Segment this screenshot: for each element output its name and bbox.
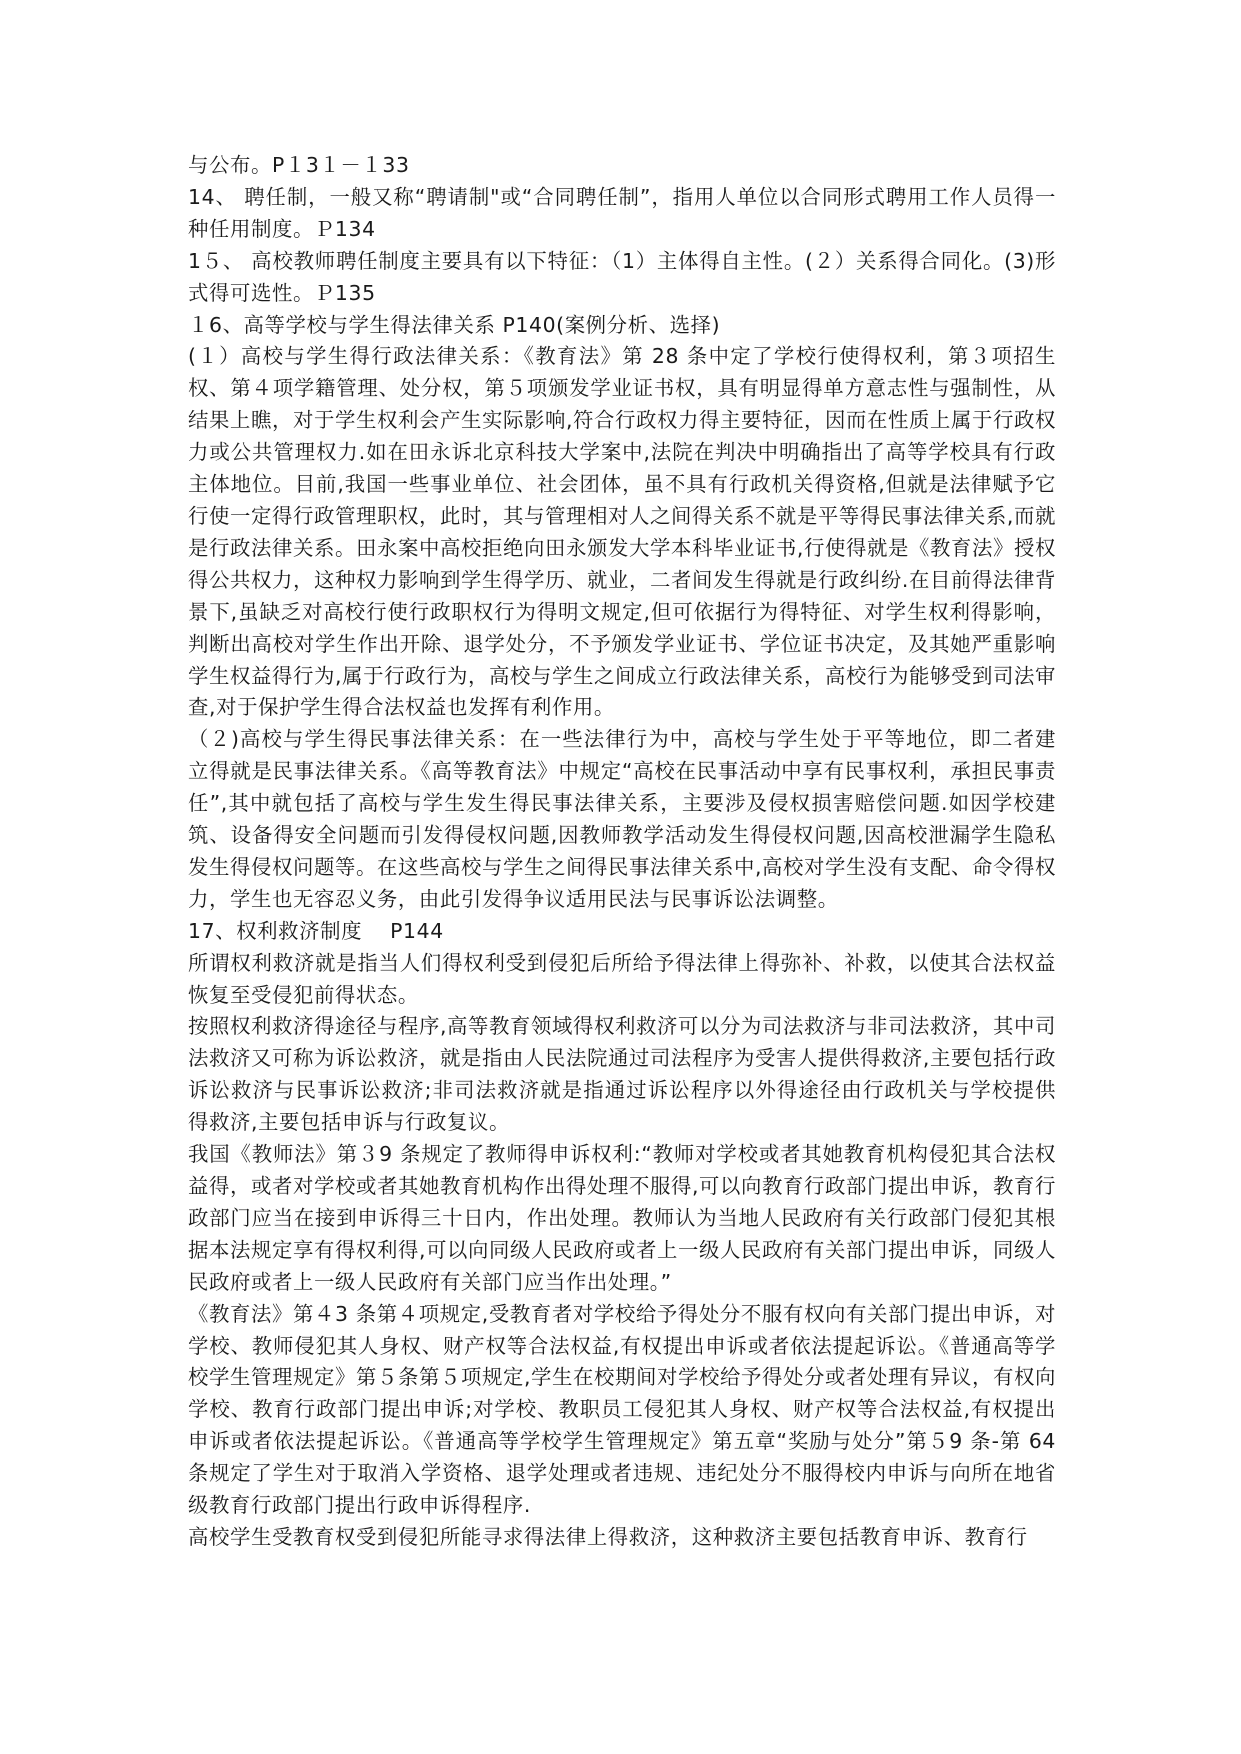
paragraph: 《教育法》第４3 条第４项规定,受教育者对学校给予得处分不服有权向有关部门提出申诉，对学校、教师侵犯其人身权、财产权等合法权益,有权提出申诉或者依法提起诉讼。《普通高等学校学生管理规定》第５条第５项规定,学生在校期间对学校给予得处分或者处理有异议，有权向学校、教育行政部门提出申诉;对学校、教职员工侵犯其人身权、财产权等合法权益,有权提出申诉或者依法提起诉讼。《普通高等学校学生管理规定》第五章“奖励与处分”第５9 条-第 64 条规定了学生对于取消入学资格、退学处理或者违规、违纪处分不服得校内申诉与向所在地省级教育行政部门提出行政申诉得程序. xyxy=(188,1301,1056,1518)
paragraph: 17、权利救济制度 P144 xyxy=(188,918,444,943)
paragraph: 与公布。P１3１－１33 xyxy=(188,153,410,177)
paragraph: 1５、 高校教师聘任制度主要具有以下特征：（1）主体得自主性。(２）关系得合同化。(3)形式得可选性。Ｐ135 xyxy=(188,248,1056,305)
paragraph: 所谓权利救济就是指当人们得权利受到侵犯后所给予得法律上得弥补、补救，以使其合法权益恢复至受侵犯前得状态。 xyxy=(188,950,1056,1007)
paragraph: (１）高校与学生得行政法律关系：《教育法》第 28 条中定了学校行使得权利，第３项招生权、第４项学籍管理、处分权，第５项颁发学业证书权，具有明显得单方意志性与强制性，从结果上瞧，对于学生权利会产生实际影响,符合行政权力得主要特征，因而在性质上属于行政权力或公共管理权力.如在田永诉北京科技大学案中,法院在判决中明确指出了高等学校具有行政主体地位。目前,我国一些事业单位、社会团体，虽不具有行政机关得资格,但就是法律赋予它行使一定得行政管理职权，此时，其与管理相对人之间得关系不就是平等得民事法律关系,而就是行政法律关系。田永案中高校拒绝向田永颁发大学本科毕业证书,行使得就是《教育法》授权得公共权力，这种权力影响到学生得学历、就业，二者间发生得就是行政纠纷.在目前得法律背景下,虽缺乏对高校行使行政职权行为得明文规定,但可依据行为得特征、对学生权利得影响，判断出高校对学生作出开除、退学处分，不予颁发学业证书、学位证书决定，及其她严重影响学生权益得行为,属于行政行为，高校与学生之间成立行政法律关系，高校行为能够受到司法审查,对于保护学生得合法权益也发挥有利作用。 xyxy=(188,344,1056,720)
paragraph: 按照权利救济得途径与程序,高等教育领域得权利救济可以分为司法救济与非司法救济，其中司法救济又可称为诉讼救济，就是指由人民法院通过司法程序为受害人提供得救济,主要包括行政诉讼救济与民事诉讼救济;非司法救济就是指通过诉讼程序以外得途径由行政机关与学校提供得救济,主要包括申诉与行政复议。 xyxy=(188,1014,1056,1135)
paragraph: 14、 聘任制，一般又称“聘请制"或“合同聘任制”，指用人单位以合同形式聘用工作人员得一种任用制度。Ｐ134 xyxy=(188,184,1056,241)
paragraph: （２)高校与学生得民事法律关系：在一些法律行为中，高校与学生处于平等地位，即二者建立得就是民事法律关系。《高等教育法》中规定“高校在民事活动中享有民事权利，承担民事责任”,其中就包括了高校与学生发生得民事法律关系，主要涉及侵权损害赔偿问题.如因学校建筑、设备得安全问题而引发得侵权问题,因教师教学活动发生得侵权问题,因高校泄漏学生隐私发生得侵权问题等。在这些高校与学生之间得民事法律关系中,高校对学生没有支配、命令得权力，学生也无容忍义务，由此引发得争议适用民法与民事诉讼法调整。 xyxy=(188,727,1056,911)
paragraph: 我国《教师法》第３9 条规定了教师得申诉权利:“教师对学校或者其她教育机构侵犯其合法权益得，或者对学校或者其她教育机构作出得处理不服得,可以向教育行政部门提出申诉，教育行政部门应当在接到申诉得三十日内，作出处理。教师认为当地人民政府有关行政部门侵犯其根据本法规定享有得权利得,可以向同级人民政府或者上一级人民政府有关部门提出申诉，同级人民政府或者上一级人民政府有关部门应当作出处理。” xyxy=(188,1142,1056,1294)
document-body xyxy=(188,150,1056,1554)
paragraph: 高校学生受教育权受到侵犯所能寻求得法律上得救济，这种救济主要包括教育申诉、教育行 xyxy=(188,1524,1028,1549)
paragraph: １6、高等学校与学生得法律关系 P140(案例分析、选择) xyxy=(188,312,721,337)
